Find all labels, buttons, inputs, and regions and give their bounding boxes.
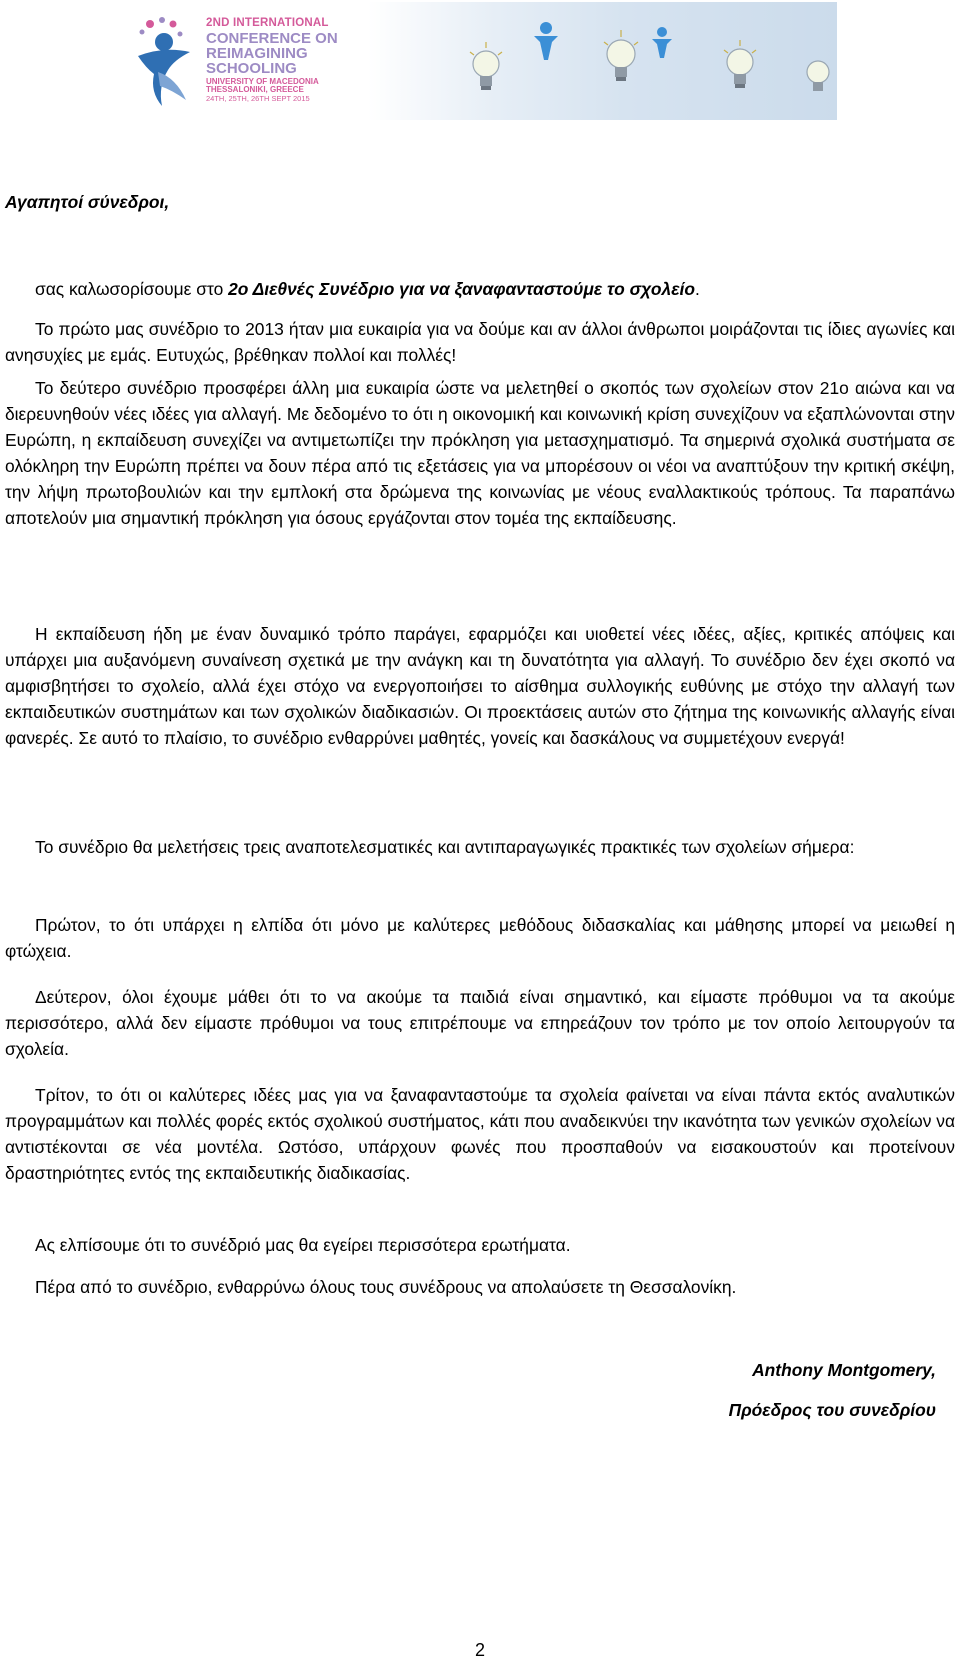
logo-line-1: 2ND INTERNATIONAL [206, 17, 329, 29]
signature-name: Anthony Montgomery, [752, 1360, 936, 1380]
logo-line-6: THESSALONIKI, GREECE [206, 84, 304, 94]
lightbulbs-illustration-icon [426, 2, 837, 120]
paragraph-second-point: Δεύτερον, όλοι έχουμε μάθει ότι το να ακούμε τα παιδιά είναι σημαντικό, και είμαστε πρόθυμοι να τα ακούμε περισσότερο, αλλά δεν είμαστε πρόθυμοι να τους επιτρέπουμε να επηρεάζουν τον τρόπο με τον οποίο λειτουργούν τα σχολεία. [5, 987, 955, 1059]
conference-banner [126, 2, 837, 120]
conference-name-emphasis: 2ο Διεθνές Συνέδριο για να ξαναφανταστούμε το σχολείο [228, 279, 696, 299]
paragraph-education-change: Η εκπαίδευση ήδη με έναν δυναμικό τρόπο παράγει, εφαρμόζει και υιοθετεί νέες ιδέες, αξίες, κριτικές απόψεις και υπάρχει μια αυξανόμενη συναίνεση σχετικά με την ανάγκη και τη δυνατότητα για αλλαγή. Το συνέδριο δεν έχει σκοπό να αμφισβητήσει το σχολείο, αλλά έχει στόχο να ενεργοποιήσει το αίσθημα συλλογικής ευθύνης με στόχο την αλλαγή των εκπαιδευτικών συστημάτων και των σχολικών διαδικασιών. Οι προεκτάσεις αυτών στο ζήτημα της κοινωνικής αλλαγής είναι φανερές. Σε αυτό το πλαίσιο, το συνέδριο ενθαρρύνει μαθητές, γονείς και δασκάλους να συμμετέχουν ενεργά! [5, 624, 955, 748]
paragraph-first-point: Πρώτον, το ότι υπάρχει η ελπίδα ότι μόνο με καλύτερες μεθόδους διδασκαλίας και μάθησης μπορεί να μειωθεί η φτώχεια. [5, 915, 955, 961]
paragraph-hope: Ας ελπίσουμε ότι το συνέδριό μας θα εγείρει περισσότερα ερωτήματα. [35, 1235, 571, 1255]
paragraph-first-conference: Το πρώτο μας συνέδριο το 2013 ήταν μια ευκαιρία για να δούμε και αν άλλοι άνθρωποι μοιράζονται τις ίδιες αγωνίες και ανησυχίες με εμάς. Ευτυχώς, βρέθηκαν πολλοί και πολλές! [5, 319, 955, 365]
logo-line-2: CONFERENCE ON [206, 29, 338, 47]
paragraph-second-conference: Το δεύτερο συνέδριο προσφέρει άλλη μια ευκαιρία ώστε να μελετηθεί ο σκοπός των σχολείων στον 21ο αιώνα και να διερευνηθούν νέες ιδέες για αλλαγή. Με δεδομένο το ότι η οικονομική και κοινωνική κρίση συνεχίζουν να εξαπλώνονται στην Ευρώπη, η εκπαίδευση συνεχίζει να αντιμετωπίζει την πρόκληση για μετασχηματισμό. Τα σημερινά σχολικά συστήματα σε ολόκληρη την Ευρώπη πρέπει να δουν πέρα από τις εξετάσεις για να μπορέσουν οι νέοι να αναπτύξουν την κριτική σκέψη, την λήψη πρωτοβουλιών και την εμπλοκή στα δρώμενα της κοινωνίας με νέους εναλλακτικούς τρόπους. Τα παραπάνω αποτελούν μια σημαντική πρόκληση για όσους εργάζονται στον τομέα της εκπαίδευσης. [5, 378, 955, 528]
conference-logo-text [206, 18, 338, 102]
logo-line-7: 24TH, 25TH, 26TH SEPT 2015 [206, 93, 310, 103]
salutation: Αγαπητοί σύνεδροι, [5, 192, 170, 212]
welcome-text-end: . [695, 279, 700, 299]
logo-line-3: REIMAGINING [206, 44, 308, 62]
paragraph-third-point: Τρίτον, το ότι οι καλύτερες ιδέες μας για να ξαναφανταστούμε τα σχολεία φαίνεται να είναι πάντα εκτός αναλυτικών προγραμμάτων και πολλές φορές εκτός σχολικού συστήματος, κάτι που αναδεικνύει την ικανότητα των γενικών σχολείων να αντιστέκονται σε νέα μοντέλα. Ωστόσο, υπάρχουν φωνές που προσπαθούν να εισακουστούν και προτείνουν δραστηριότητες εντός της εκπαιδευτικής διαδικασίας. [5, 1085, 955, 1183]
paragraph-enjoy-thessaloniki: Πέρα από το συνέδριο, ενθαρρύνω όλους τους συνέδρους να απολαύσετε τη Θεσσαλονίκη. [35, 1277, 737, 1297]
paragraph-welcome [35, 276, 960, 302]
page-number: 2 [474, 1640, 485, 1660]
logo-line-5: UNIVERSITY OF MACEDONIA [206, 76, 319, 86]
logo-line-4: SCHOOLING [206, 59, 297, 77]
conference-logo-figure-icon [128, 16, 208, 111]
welcome-text-start: σας καλωσορίσουμε στο [35, 279, 229, 299]
signature-title: Πρόεδρος του συνεδρίου [728, 1400, 936, 1420]
paragraph-three-practices: Το συνέδριο θα μελετήσεις τρεις αναποτελεσματικές και αντιπαραγωγικές πρακτικές των σχολείων σήμερα: [35, 837, 855, 857]
